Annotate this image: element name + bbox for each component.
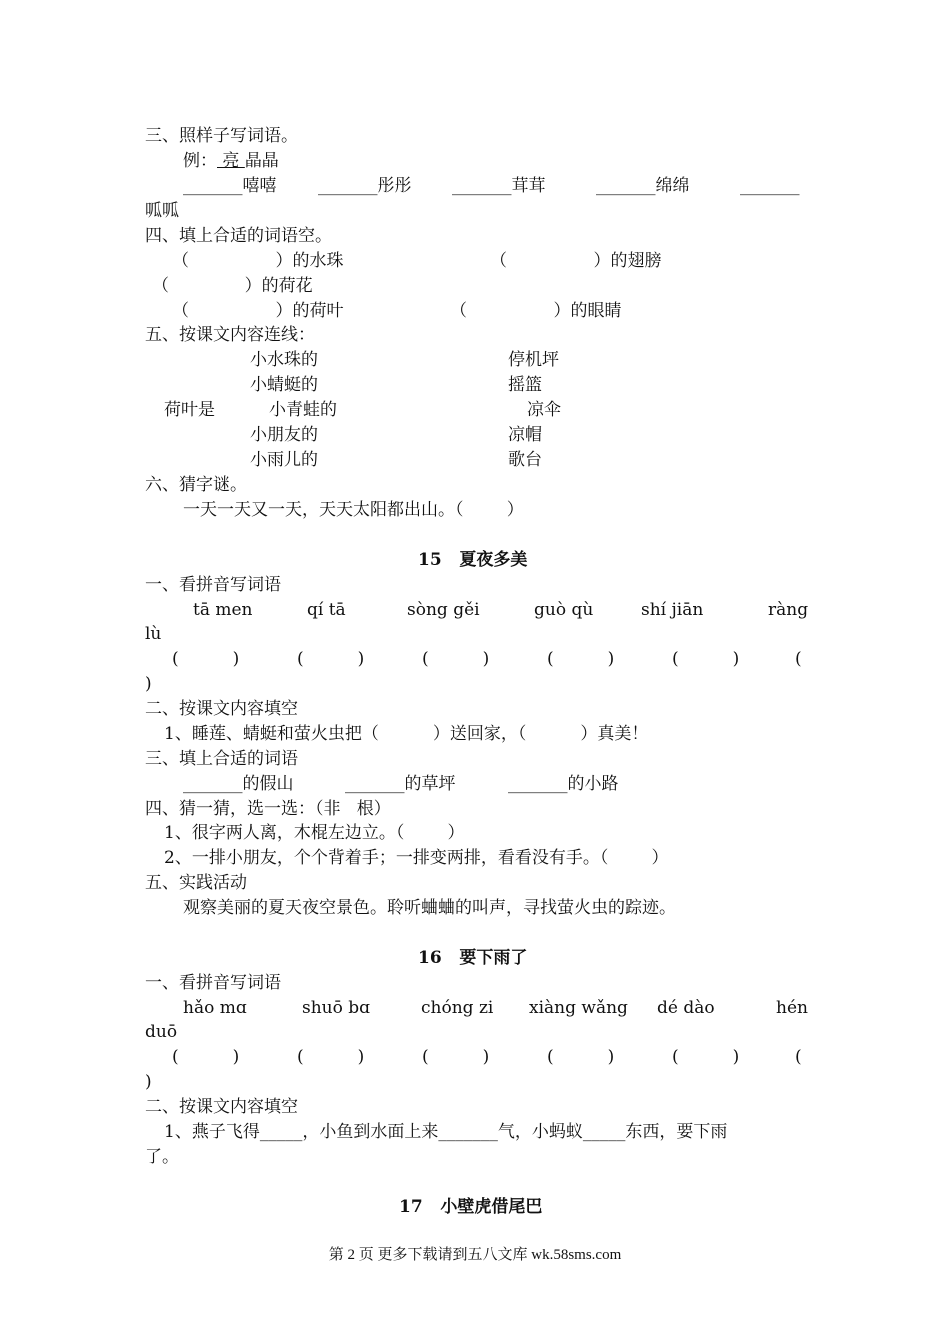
section-5-title: 五、按课文内容连线： — [145, 325, 315, 345]
match-right-1[interactable]: 停机坪 — [508, 350, 559, 370]
l15-paren-2[interactable]: ( ) — [297, 649, 365, 669]
match-left-1[interactable]: 小水珠的 — [250, 350, 318, 370]
l16-q2-title: 二、按课文内容填空 — [145, 1097, 298, 1117]
word-blank-1[interactable]: _______嘻嘻 — [183, 176, 277, 196]
l15-pinyin-1: tā men — [193, 600, 253, 620]
l16-q1-title: 一、看拼音写词语 — [145, 973, 281, 993]
match-left-3[interactable]: 小青蛙的 — [269, 400, 337, 420]
l15-q4-line-2: 2、一排小朋友，个个背着手；一排变两排，看看没有手。（ ） — [164, 848, 669, 868]
l16-pinyin-wrap: duō — [145, 1022, 178, 1042]
riddle-line: 一天一天又一天，天天太阳都出山。（ ） — [183, 500, 524, 520]
word-blank-4[interactable]: _______绵绵 — [596, 176, 690, 196]
l15-pinyin-2: qí tā — [307, 600, 346, 620]
lesson-15-heading: 15 夏夜多美 — [418, 550, 528, 570]
l16-paren-3[interactable]: ( ) — [422, 1047, 490, 1067]
match-right-3[interactable]: 凉伞 — [527, 400, 561, 420]
fill-blank-water[interactable]: （ ）的水珠 — [172, 251, 344, 271]
l16-pinyin-2: shuō bɑ — [302, 998, 371, 1018]
match-right-4[interactable]: 凉帽 — [508, 425, 542, 445]
fill-blank-lotus[interactable]: （ ）的荷花 — [152, 276, 313, 296]
l15-paren-5[interactable]: ( ) — [672, 649, 740, 669]
l15-pinyin-5: shí jiān — [641, 600, 704, 620]
word-blank-3[interactable]: _______茸茸 — [452, 176, 546, 196]
l16-pinyin-3: chóng zi — [421, 998, 494, 1018]
l15-q5-line: 观察美丽的夏天夜空景色。聆听蛐蛐的叫声，寻找萤火虫的踪迹。 — [183, 898, 676, 918]
l15-q5-title: 五、实践活动 — [145, 873, 247, 893]
example-blank: 亮 — [217, 151, 245, 171]
word-blank-2[interactable]: _______彤彤 — [318, 176, 412, 196]
l16-paren-5[interactable]: ( ) — [672, 1047, 740, 1067]
l15-pinyin-wrap: lù — [145, 624, 162, 644]
l16-paren-1[interactable]: ( ) — [172, 1047, 240, 1067]
lesson-16-heading: 16 要下雨了 — [418, 948, 528, 968]
lesson-17-heading: 17 小壁虎借尾巴 — [399, 1197, 543, 1217]
l16-pinyin-1: hǎo mɑ — [183, 998, 247, 1018]
l15-paren-1[interactable]: ( ) — [172, 649, 240, 669]
l16-q2-line: 1、燕子飞得_____，小鱼到水面上来_______气，小蚂蚁_____东西，要下雨 — [164, 1122, 728, 1142]
example-suffix: 晶晶 — [244, 151, 279, 171]
l15-paren-wrap: ) — [145, 674, 152, 694]
fill-blank-leaf[interactable]: （ ）的荷叶 — [172, 301, 344, 321]
l16-paren-4[interactable]: ( ) — [547, 1047, 615, 1067]
section-6-title: 六、猜字谜。 — [145, 475, 247, 495]
fill-blank-eyes[interactable]: （ ）的眼睛 — [450, 301, 622, 321]
l16-pinyin-5: dé dào — [657, 998, 715, 1018]
match-left-5[interactable]: 小雨儿的 — [250, 450, 318, 470]
l16-paren-2[interactable]: ( ) — [297, 1047, 365, 1067]
l16-q2-wrap: 了。 — [145, 1147, 179, 1167]
l15-q2-line: 1、睡莲、蜻蜓和萤火虫把（ ）送回家，（ ）真美！ — [164, 724, 649, 744]
l15-q3-item-3[interactable]: _______的小路 — [508, 774, 619, 794]
word-wrap: 呱呱 — [145, 201, 179, 221]
page-footer: 第 2 页 更多下载请到五八文库 wk.58sms.com — [328, 1247, 622, 1263]
section-4-title: 四、填上合适的词语空。 — [145, 226, 332, 246]
match-right-2[interactable]: 摇篮 — [508, 375, 542, 395]
l15-pinyin-4: guò qù — [534, 600, 594, 620]
section-3-title: 三、照样子写词语。 — [145, 126, 298, 146]
l15-q4-line-1: 1、很字两人离，木棍左边立。（ ） — [164, 823, 465, 843]
l15-paren-6[interactable]: ( — [795, 649, 802, 669]
l15-pinyin-6: ràng — [768, 600, 809, 620]
example-line — [183, 149, 279, 173]
l15-q3-title: 三、填上合适的词语 — [145, 749, 298, 769]
l15-pinyin-3: sòng gěi — [407, 600, 480, 620]
match-center: 荷叶是 — [164, 400, 215, 420]
word-blank-5[interactable]: _______ — [740, 176, 800, 196]
l15-paren-3[interactable]: ( ) — [422, 649, 490, 669]
l15-q3-item-2[interactable]: _______的草坪 — [345, 774, 456, 794]
l16-paren-6[interactable]: ( — [795, 1047, 802, 1067]
fill-blank-wings[interactable]: （ ）的翅膀 — [490, 251, 662, 271]
l15-q4-title: 四、猜一猜，选一选：（非 根） — [145, 799, 391, 819]
l16-pinyin-4: xiàng wǎng — [529, 998, 628, 1018]
l15-q3-item-1[interactable]: _______的假山 — [183, 774, 294, 794]
match-left-4[interactable]: 小朋友的 — [250, 425, 318, 445]
match-right-5[interactable]: 歌台 — [508, 450, 542, 470]
l15-q1-title: 一、看拼音写词语 — [145, 575, 281, 595]
l16-paren-wrap: ) — [145, 1072, 152, 1092]
l15-paren-4[interactable]: ( ) — [547, 649, 615, 669]
l16-pinyin-6: hén — [776, 998, 808, 1018]
match-left-2[interactable]: 小蜻蜓的 — [250, 375, 318, 395]
example-prefix: 例： — [183, 151, 217, 171]
l15-q2-title: 二、按课文内容填空 — [145, 699, 298, 719]
